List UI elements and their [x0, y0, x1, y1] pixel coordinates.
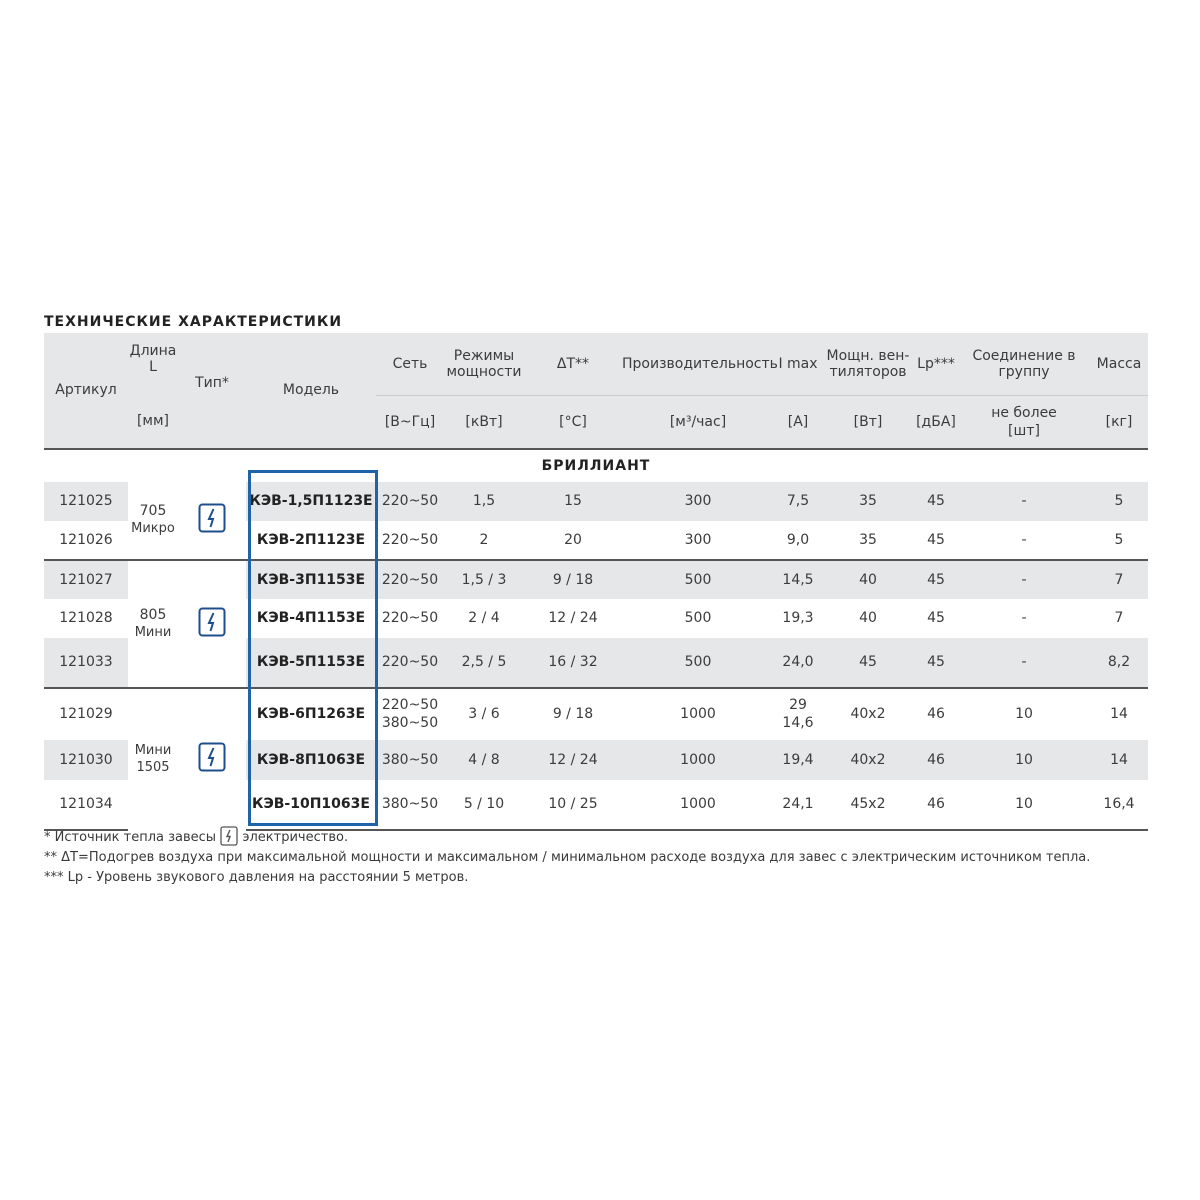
col-group: Соединение в группу — [958, 333, 1090, 395]
tech-spec-section — [44, 312, 1148, 831]
cell-group: 10 — [958, 780, 1090, 830]
cell-lp: 45 — [914, 638, 958, 688]
cell-model: КЭВ-4П1153Е — [256, 610, 366, 626]
cell-article: 121025 — [44, 482, 128, 521]
cell-network: 220~50 — [376, 482, 444, 521]
cell-fan: 40 — [822, 560, 914, 599]
lightning-icon — [198, 742, 226, 772]
cell-power: 2,5 / 5 — [444, 638, 524, 688]
cell-mass: 5 — [1090, 482, 1148, 521]
header-row-main — [44, 333, 1148, 395]
cell-model: КЭВ-8П1063Е — [246, 740, 376, 780]
cell-lp: 46 — [914, 780, 958, 830]
cell-capacity: 300 — [684, 531, 712, 548]
footnotes — [44, 826, 1090, 888]
col-type: Тип* — [178, 333, 246, 449]
cell-model: КЭВ-3П1153Е — [246, 560, 376, 599]
cell-article: 121030 — [44, 740, 128, 780]
cell-length: 805 Мини — [128, 560, 178, 688]
cell-length: 705 Микро — [128, 482, 178, 560]
cell-length: Мини 1505 — [128, 688, 178, 830]
cell-network: 220~50 380~50 — [376, 688, 444, 740]
cell-article: 121028 — [59, 610, 113, 626]
footnote-lp: *** Lp - Уровень звукового давления на расстоянии 5 метров. — [44, 870, 469, 885]
cell-type — [178, 560, 246, 688]
cell-dt: 15 — [524, 482, 622, 521]
spec-table — [44, 333, 1148, 831]
cell-dt: 16 / 32 — [524, 638, 622, 688]
cell-model: КЭВ-6П1263Е — [246, 688, 376, 740]
cell-power: 4 / 8 — [444, 740, 524, 780]
cell-capacity: 300 — [622, 482, 774, 521]
unit-fan: [Вт] — [822, 395, 914, 449]
lightning-icon — [220, 826, 238, 846]
cell-mass: 5 — [1114, 531, 1124, 548]
unit-mass: [кг] — [1090, 395, 1148, 449]
col-length: Длина L — [128, 333, 178, 395]
col-fan: Мощн. вен- тиляторов — [822, 333, 914, 395]
table-row — [44, 560, 1148, 599]
unit-capacity: [м³/час] — [622, 395, 774, 449]
cell-power: 1,5 — [444, 482, 524, 521]
footnote-dt: ** ΔT=Подогрев воздуха при максимальной мощности и максимальном / минимальном расходе воздуха для завес с электрическим источником тепла. — [44, 850, 1091, 865]
cell-lp: 45 — [927, 610, 945, 626]
cell-model: КЭВ-1,5П1123Е — [246, 482, 376, 521]
cell-network: 220~50 — [381, 531, 439, 548]
col-capacity: Производительность — [622, 333, 774, 395]
cell-capacity: 1000 — [622, 740, 774, 780]
col-power: Режимы мощности — [444, 333, 524, 395]
footnote-heat-source: * Источник тепла завесы электричество. — [44, 826, 1090, 848]
cell-fan: 35 — [859, 531, 877, 548]
unit-group: не более [шт] — [958, 395, 1090, 449]
cell-power: 5 / 10 — [444, 780, 524, 830]
cell-fan: 40 — [859, 610, 877, 626]
cell-model: КЭВ-10П1063Е — [246, 780, 376, 830]
cell-fan: 45x2 — [822, 780, 914, 830]
cell-power: 3 / 6 — [444, 688, 524, 740]
cell-dt: 12 / 24 — [548, 610, 598, 626]
col-network: Сеть — [376, 333, 444, 395]
cell-article: 121034 — [44, 780, 128, 830]
cell-mass: 16,4 — [1090, 780, 1148, 830]
table-row — [44, 482, 1148, 521]
col-mass: Масса — [1090, 333, 1148, 395]
cell-capacity: 1000 — [622, 688, 774, 740]
lightning-icon — [198, 503, 226, 533]
cell-group: 10 — [958, 688, 1090, 740]
cell-group: - — [958, 638, 1090, 688]
cell-network: 380~50 — [376, 780, 444, 830]
series-name: БРИЛЛИАНТ — [44, 449, 1148, 482]
cell-capacity: 1000 — [622, 780, 774, 830]
cell-lp: 45 — [914, 482, 958, 521]
cell-capacity: 500 — [622, 560, 774, 599]
col-model: Модель — [246, 333, 376, 449]
cell-lp: 45 — [927, 531, 945, 548]
cell-imax: 24,0 — [774, 638, 822, 688]
cell-article: 121033 — [44, 638, 128, 688]
cell-mass: 7 — [1090, 560, 1148, 599]
unit-lp: [дБА] — [914, 395, 958, 449]
cell-fan: 35 — [822, 482, 914, 521]
cell-model: КЭВ-2П1123Е — [256, 531, 366, 548]
cell-lp: 45 — [914, 560, 958, 599]
unit-length: [мм] — [128, 395, 178, 449]
cell-article: 121026 — [59, 531, 113, 548]
cell-network: 220~50 — [376, 638, 444, 688]
cell-group: - — [1021, 531, 1027, 548]
cell-network: 220~50 — [376, 560, 444, 599]
cell-fan: 40x2 — [822, 740, 914, 780]
unit-imax: [А] — [774, 395, 822, 449]
cell-power: 2 / 4 — [468, 610, 500, 626]
lightning-icon — [198, 607, 226, 637]
cell-network: 220~50 — [381, 610, 439, 626]
unit-power: [кВт] — [444, 395, 524, 449]
unit-network: [В~Гц] — [376, 395, 444, 449]
table-row — [44, 688, 1148, 740]
cell-power: 1,5 / 3 — [444, 560, 524, 599]
cell-imax: 19,3 — [782, 610, 814, 626]
cell-article: 121029 — [44, 688, 128, 740]
cell-lp: 46 — [914, 740, 958, 780]
cell-group: - — [958, 482, 1090, 521]
cell-imax: 19,4 — [774, 740, 822, 780]
cell-lp: 46 — [914, 688, 958, 740]
unit-dt: [°C] — [524, 395, 622, 449]
series-row — [44, 449, 1148, 482]
cell-mass: 14 — [1090, 688, 1148, 740]
cell-mass: 14 — [1090, 740, 1148, 780]
col-dt: ΔT** — [524, 333, 622, 395]
section-title: ТЕХНИЧЕСКИЕ ХАРАКТЕРИСТИКИ — [44, 314, 343, 330]
cell-imax: 7,5 — [774, 482, 822, 521]
cell-dt: 10 / 25 — [524, 780, 622, 830]
cell-fan: 45 — [822, 638, 914, 688]
cell-dt: 20 — [564, 531, 582, 548]
cell-dt: 9 / 18 — [524, 560, 622, 599]
cell-capacity: 500 — [622, 638, 774, 688]
cell-type — [178, 688, 246, 830]
cell-mass: 7 — [1114, 610, 1124, 626]
col-lp: Lp*** — [914, 333, 958, 395]
cell-network: 380~50 — [376, 740, 444, 780]
cell-fan: 40x2 — [822, 688, 914, 740]
cell-imax: 24,1 — [774, 780, 822, 830]
cell-type — [178, 482, 246, 560]
cell-group: - — [958, 560, 1090, 599]
cell-model: КЭВ-5П1153Е — [246, 638, 376, 688]
cell-mass: 8,2 — [1090, 638, 1148, 688]
cell-article: 121027 — [44, 560, 128, 599]
cell-group: - — [1021, 610, 1027, 626]
cell-imax: 9,0 — [786, 531, 810, 548]
cell-group: 10 — [958, 740, 1090, 780]
col-article: Артикул — [44, 333, 128, 449]
col-imax: I max — [774, 333, 822, 395]
cell-capacity: 500 — [684, 610, 712, 626]
cell-power: 2 — [479, 531, 489, 548]
cell-dt: 12 / 24 — [524, 740, 622, 780]
cell-imax: 14,5 — [774, 560, 822, 599]
cell-imax: 29 14,6 — [774, 688, 822, 740]
cell-dt: 9 / 18 — [524, 688, 622, 740]
